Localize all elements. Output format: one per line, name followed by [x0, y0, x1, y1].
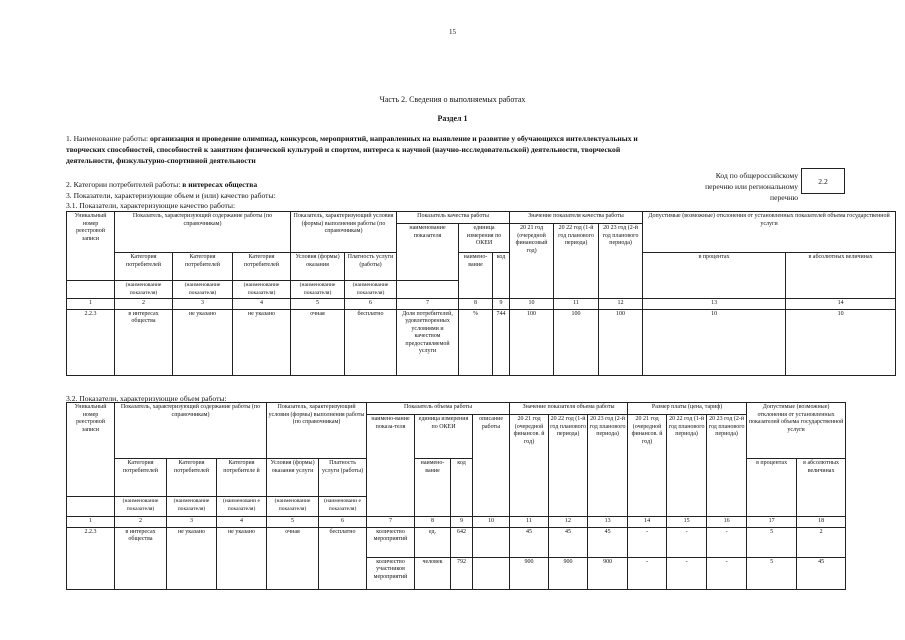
- t2-col-number: 15: [667, 517, 707, 528]
- t1-col-number: 10: [510, 299, 554, 310]
- t2-header-absolute: в абсолютных величинах: [797, 459, 846, 517]
- t1-cell: 2.2.3: [67, 309, 115, 375]
- t2-cell: 5: [747, 527, 797, 557]
- t2-col-number: 16: [707, 517, 747, 528]
- t1-col-number: 2: [115, 299, 173, 310]
- t2-sub1: (наименование показателя): [115, 497, 167, 517]
- t2-header-deviation: Допустимые (возможные) отклонения от установленных показателей объема государственной услуги: [747, 403, 846, 459]
- t2-col-number: 18: [797, 517, 846, 528]
- t1-col-number: 12: [599, 299, 643, 310]
- section-title: Раздел 1: [437, 114, 468, 123]
- t1-cell: 10: [643, 309, 786, 375]
- t1-cell: 100: [510, 309, 554, 375]
- t2-cell: 45: [510, 527, 549, 557]
- t1-header-conditions: Показатель, характеризующий условия (формы) выполнения работы (по справочникам): [291, 212, 397, 253]
- quality-table: [66, 211, 896, 376]
- t1-sub1: (наименование показателя): [115, 281, 173, 299]
- work-name-value: организация и проведение олимпиад, конкурсов, мероприятий, направленных на выявление и развитие у обучающихся интеллектуальных и творческих способностей, способностей к занятиям физической культурой и спортом, интереса к научной (научно-исследовательской) деятельности, творческой деятельности, физкультурно-спортивной деятельности: [66, 134, 638, 165]
- t2-header-cat2: Категория потребителей: [167, 459, 217, 497]
- t2-cell: 900: [588, 557, 628, 589]
- t1-header-year3: 20 23 год (2-й год планового периода): [599, 224, 643, 299]
- t1-cell: %: [459, 309, 493, 375]
- t2-col-number: 9: [451, 517, 473, 528]
- t1-col-number: 8: [459, 299, 493, 310]
- t2-col-number: 3: [167, 517, 217, 528]
- work-name-prefix: 1. Наименование работы:: [66, 134, 150, 143]
- t2-cell: количество мероприятий: [367, 527, 415, 557]
- t2-header-cond2: Платность услуги (работы): [319, 459, 367, 497]
- t2-header-unit: единица измерения по ОКЕИ: [415, 415, 473, 459]
- t1-col-number: 13: [643, 299, 786, 310]
- t2-cell: 2: [797, 527, 846, 557]
- t1-cell: Доля потребителей, удовлетворенных условиями и качеством предоставляемой услуги: [397, 309, 459, 375]
- t2-cell: 2.2.3: [67, 527, 115, 589]
- t2-cell: -: [628, 557, 667, 589]
- t2-header-desc: описание работы: [473, 415, 510, 517]
- t2-col-number: 6: [319, 517, 367, 528]
- t2-cell: -: [707, 557, 747, 589]
- t2-header-values: Значение показателя объема работы: [510, 403, 628, 415]
- t1-col-number: 9: [493, 299, 510, 310]
- work-name: [66, 133, 646, 166]
- t1-cell: в интересах общества: [115, 309, 173, 375]
- t2-col-number: 2: [115, 517, 167, 528]
- consumer-category: [66, 180, 257, 190]
- t2-header-v3: 20 23 год (2-й год планового периода): [588, 415, 628, 517]
- t2-cell: 900: [510, 557, 549, 589]
- indicators-heading: 3. Показатели, характеризующие объем и (или) качество работы:: [66, 191, 276, 200]
- t1-header-deviation: Допустимые (возможные) отклонения от установленных показателей объема государственной услуги: [643, 212, 896, 253]
- t2-cell: в интересах общества: [115, 527, 167, 589]
- t2-header-f1: 20 21 год (очередной финансов. й год): [628, 415, 667, 517]
- t1-cell: 10: [786, 309, 896, 375]
- t2-cell: [473, 527, 510, 557]
- t1-col-number: 7: [397, 299, 459, 310]
- t2-cell: не указано: [217, 527, 267, 589]
- t2-header-percent: в процентах: [747, 459, 797, 517]
- t1-header-unit: единица измерения по ОКЕИ: [459, 224, 510, 253]
- t2-cell: 45: [797, 557, 846, 589]
- t1-header-year1: 20 21 год (очередной финансовый год): [510, 224, 554, 299]
- t2-cell: бесплатно: [319, 527, 367, 589]
- t1-header-cond2: Платность услуги (работы): [345, 253, 397, 281]
- t1-header-unique: Уникальный номер реестровой записи: [67, 212, 115, 281]
- t2-header-f2: 20 22 год (1-й год планового периода): [667, 415, 707, 517]
- t2-header-unit-name: наимено-вание: [415, 459, 451, 517]
- t1-cell: бесплатно: [345, 309, 397, 375]
- t2-col-number: 5: [267, 517, 319, 528]
- volume-heading: 3.2. Показатели, характеризующие объем работы:: [66, 394, 227, 403]
- quality-heading: 3.1. Показатели, характеризующие качество работы:: [66, 201, 236, 210]
- t2-col-number: 8: [415, 517, 451, 528]
- t1-col-number: 14: [786, 299, 896, 310]
- t1-header-quality: Показатель качества работы: [397, 212, 510, 224]
- t2-col-number: 4: [217, 517, 267, 528]
- t2-col-number: 12: [549, 517, 588, 528]
- code-value: 2.2: [818, 176, 828, 186]
- t1-col-number: 4: [233, 299, 291, 310]
- t2-cell: -: [667, 527, 707, 557]
- t2-cell: 45: [549, 527, 588, 557]
- consumer-category-prefix: 2. Категории потребителей работы:: [66, 180, 183, 189]
- t1-col-number: 1: [67, 299, 115, 310]
- t2-cell: человек: [415, 557, 451, 589]
- t2-header-v2: 20 22 год (1-й год планового периода): [549, 415, 588, 517]
- t2-cell: не указано: [167, 527, 217, 589]
- t1-sub3: (наименование показателя): [233, 281, 291, 299]
- volume-table: [66, 402, 846, 590]
- t2-sub5: (наименовани е показателя): [319, 497, 367, 517]
- t2-cell: 792: [451, 557, 473, 589]
- t2-cell: [473, 557, 510, 589]
- t2-header-cat1: Категория потребителей: [115, 459, 167, 497]
- t2-header-unit-code: код: [451, 459, 473, 517]
- t1-header-cat2: Категория потребителей: [173, 253, 233, 281]
- t2-cell: ед.: [415, 527, 451, 557]
- t2-col-number: 17: [747, 517, 797, 528]
- page-number: 15: [449, 28, 456, 36]
- t2-cell: -: [667, 557, 707, 589]
- t1-header-values: Значение показателя качества работы: [510, 212, 643, 224]
- code-label: Код по общероссийскому перечню или региональному перечню: [705, 171, 798, 202]
- t1-cell: очная: [291, 309, 345, 375]
- t2-cell: -: [628, 527, 667, 557]
- t1-cell: 744: [493, 309, 510, 375]
- t2-cell: -: [707, 527, 747, 557]
- t2-cell: очная: [267, 527, 319, 589]
- t1-sub5: (наименование показателя): [345, 281, 397, 299]
- t2-col-number: 10: [473, 517, 510, 528]
- t1-col-number: 11: [554, 299, 599, 310]
- t2-header-f3: 20 23 год (2-й год планового периода): [707, 415, 747, 517]
- t1-cell: не указано: [173, 309, 233, 375]
- t1-sub4: (наименование показателя): [291, 281, 345, 299]
- t2-cell: 45: [588, 527, 628, 557]
- t2-col-number: 14: [628, 517, 667, 528]
- t2-header-name: наимено-вание показа-теля: [367, 415, 415, 517]
- t1-header-unit-name: наимено-вание: [459, 253, 493, 299]
- t2-col-number: 13: [588, 517, 628, 528]
- t1-header-unit-code: код: [493, 253, 510, 299]
- t2-sub4: (наименование показателя): [267, 497, 319, 517]
- t2-header-content: Показатель, характеризующий содержание работы (по справочникам): [115, 403, 267, 459]
- t2-cell: 642: [451, 527, 473, 557]
- t2-sub2: (наименование показателя): [167, 497, 217, 517]
- t1-header-content: Показатель, характеризующий содержание работы (по справочникам): [115, 212, 291, 253]
- t1-header-cat1: Категория потребителей: [115, 253, 173, 281]
- t1-header-cat3: Категория потребителей: [233, 253, 291, 281]
- t2-col-number: 1: [67, 517, 115, 528]
- t1-header-name: наименование показателя: [397, 224, 459, 281]
- t1-header-absolute: в абсолютных величинах: [786, 253, 896, 299]
- t2-header-v1: 20 21 год (очередной финансов. й год): [510, 415, 549, 517]
- t2-header-cat3: Категория потребителе й: [217, 459, 267, 497]
- t2-cell: количество участников мероприятий: [367, 557, 415, 589]
- t1-header-cond1: Условия (формы) оказания: [291, 253, 345, 281]
- t1-col-number: 5: [291, 299, 345, 310]
- t2-header-conditions: Показатель, характеризующий условия (формы) выполнения работы (по справочникам): [267, 403, 367, 459]
- t1-header-year2: 20 22 год (1-й год планового периода): [554, 224, 599, 299]
- t1-cell: 100: [554, 309, 599, 375]
- t1-cell: не указано: [233, 309, 291, 375]
- t1-col-number: 6: [345, 299, 397, 310]
- t2-cell: 5: [747, 557, 797, 589]
- t2-col-number: 11: [510, 517, 549, 528]
- t2-header-cond1: Условия (формы) оказания услуги: [267, 459, 319, 497]
- t2-header-unique: Уникальный номер реестровой записи: [67, 403, 115, 497]
- t2-cell: 900: [549, 557, 588, 589]
- t1-sub2: (наименование показателя): [173, 281, 233, 299]
- t1-cell: 100: [599, 309, 643, 375]
- t2-sub3: (наименовани е показателя): [217, 497, 267, 517]
- t1-col-number: 3: [173, 299, 233, 310]
- t1-header-percent: в процентах: [643, 253, 786, 299]
- t2-header-fee: Размер платы (цена, тариф): [628, 403, 747, 415]
- part-title: Часть 2. Сведения о выполняемых работах: [379, 95, 526, 104]
- code-box: [801, 168, 845, 194]
- t2-col-number: 7: [367, 517, 415, 528]
- consumer-category-value: в интересах общества: [182, 180, 258, 189]
- t2-header-volume: Показатель объема работы: [367, 403, 510, 415]
